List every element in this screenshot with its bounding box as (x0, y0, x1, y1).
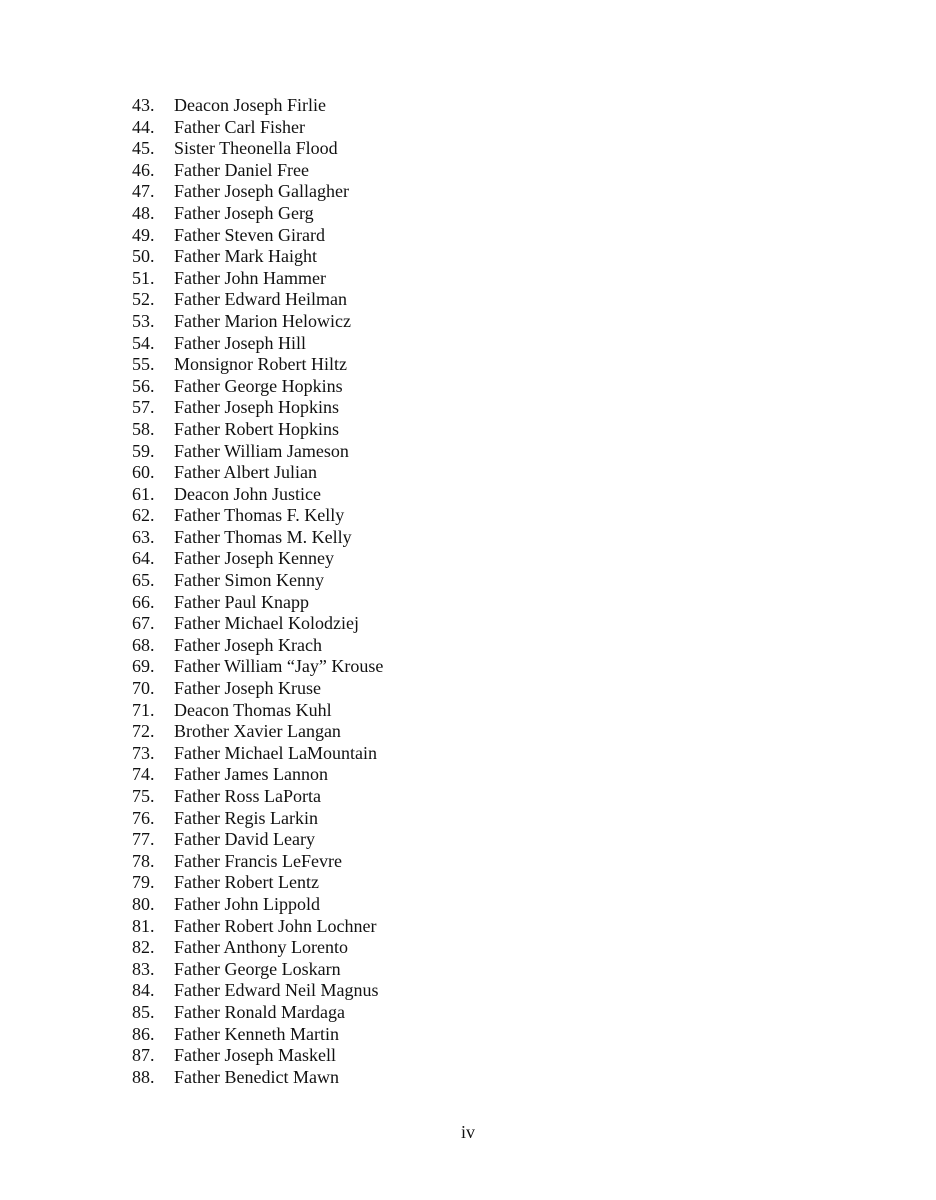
item-name: Father Mark Haight (174, 246, 317, 267)
item-number: 67. (132, 613, 155, 634)
item-name: Father George Loskarn (174, 958, 341, 979)
item-number: 83. (132, 958, 155, 979)
item-number: 65. (132, 570, 155, 591)
item-name: Father Joseph Kenney (174, 548, 334, 569)
item-name: Father George Hopkins (174, 375, 343, 396)
item-number: 75. (132, 786, 155, 806)
item-name: Father Joseph Hill (174, 332, 306, 353)
list-item (132, 678, 383, 700)
item-number: 49. (132, 224, 155, 245)
item-name: Deacon Joseph Firlie (174, 95, 326, 115)
list-item (132, 829, 383, 851)
list-item (132, 484, 383, 506)
item-name: Father Michael Kolodziej (174, 613, 359, 634)
item-name: Father Joseph Kruse (174, 678, 321, 699)
item-number: 50. (132, 246, 155, 267)
item-name: Brother Xavier Langan (174, 721, 341, 742)
item-number: 62. (132, 505, 155, 526)
item-name: Father John Lippold (174, 893, 320, 914)
item-number: 88. (132, 1066, 155, 1087)
item-number: 52. (132, 289, 155, 310)
list-item (132, 635, 383, 657)
item-number: 55. (132, 354, 155, 375)
item-number: 51. (132, 267, 155, 288)
list-item (132, 419, 383, 441)
item-number: 59. (132, 440, 155, 461)
list-item (132, 311, 383, 333)
list-item (132, 246, 383, 268)
list-item (132, 354, 383, 376)
item-name: Sister Theonella Flood (174, 138, 338, 159)
item-name: Father William “Jay” Krouse (174, 656, 384, 677)
item-name: Father Joseph Hopkins (174, 397, 339, 418)
item-number: 72. (132, 721, 155, 742)
item-number: 61. (132, 483, 155, 504)
list-item (132, 980, 383, 1002)
item-number: 81. (132, 915, 155, 936)
item-number: 54. (132, 332, 155, 353)
item-name: Father Ronald Mardaga (174, 1001, 345, 1022)
item-name: Father Francis LeFevre (174, 850, 342, 871)
list-item (132, 1002, 383, 1024)
list-item (132, 1045, 383, 1067)
item-name: Father Edward Neil Magnus (174, 980, 379, 1001)
item-number: 60. (132, 462, 155, 483)
item-name: Father Regis Larkin (174, 807, 318, 828)
list-item (132, 959, 383, 981)
name-list (132, 95, 383, 1088)
item-name: Father Carl Fisher (174, 116, 305, 137)
list-item (132, 721, 383, 743)
list-item (132, 613, 383, 635)
item-number: 53. (132, 310, 155, 331)
list-item (132, 462, 383, 484)
item-number: 47. (132, 181, 155, 202)
item-number: 70. (132, 678, 155, 699)
list-item (132, 160, 383, 182)
list-item (132, 548, 383, 570)
item-number: 43. (132, 95, 155, 115)
item-name: Deacon Thomas Kuhl (174, 699, 332, 720)
item-number: 45. (132, 138, 155, 159)
item-name: Father Joseph Krach (174, 634, 322, 655)
list-item (132, 656, 383, 678)
list-item (132, 1024, 383, 1046)
item-number: 86. (132, 1023, 155, 1044)
item-number: 68. (132, 634, 155, 655)
list-item (132, 397, 383, 419)
list-item (132, 289, 383, 311)
list-item (132, 1067, 383, 1089)
item-number: 71. (132, 699, 155, 720)
item-number: 46. (132, 159, 155, 180)
item-number: 82. (132, 937, 155, 958)
item-name: Father David Leary (174, 829, 315, 850)
item-name: Father Steven Girard (174, 224, 325, 245)
list-item (132, 872, 383, 894)
item-name: Father Thomas M. Kelly (174, 526, 352, 547)
list-item (132, 786, 383, 808)
item-number: 74. (132, 764, 155, 785)
item-number: 78. (132, 850, 155, 871)
item-number: 77. (132, 829, 155, 850)
item-name: Father Ross LaPorta (174, 786, 321, 806)
item-name: Father Marion Helowicz (174, 310, 351, 331)
list-item (132, 333, 383, 355)
item-number: 44. (132, 116, 155, 137)
item-name: Father Edward Heilman (174, 289, 347, 310)
page-number: iv (460, 1122, 475, 1142)
item-number: 58. (132, 418, 155, 439)
item-name: Father Joseph Gallagher (174, 181, 349, 202)
list-item (132, 764, 383, 786)
list-item (132, 808, 383, 830)
item-name: Father James Lannon (174, 764, 328, 785)
list-item (132, 570, 383, 592)
item-number: 69. (132, 656, 155, 677)
list-item (132, 138, 383, 160)
list-item (132, 592, 383, 614)
list-item (132, 95, 383, 117)
item-number: 56. (132, 375, 155, 396)
item-name: Father John Hammer (174, 267, 326, 288)
item-name: Father Robert Lentz (174, 872, 319, 893)
list-item (132, 268, 383, 290)
list-item (132, 117, 383, 139)
item-number: 64. (132, 548, 155, 569)
item-name: Father Albert Julian (174, 462, 317, 483)
item-name: Father Robert Hopkins (174, 418, 339, 439)
item-name: Monsignor Robert Hiltz (174, 354, 347, 375)
list-item (132, 441, 383, 463)
item-number: 76. (132, 807, 155, 828)
list-item (132, 937, 383, 959)
item-number: 80. (132, 893, 155, 914)
list-item (132, 743, 383, 765)
item-name: Father Joseph Gerg (174, 202, 314, 223)
item-number: 48. (132, 202, 155, 223)
item-number: 57. (132, 397, 155, 418)
item-name: Father Joseph Maskell (174, 1045, 336, 1066)
item-name: Father William Jameson (174, 440, 349, 461)
list-item (132, 894, 383, 916)
list-item (132, 851, 383, 873)
item-name: Father Michael LaMountain (174, 742, 377, 763)
list-item (132, 225, 383, 247)
item-name: Father Daniel Free (174, 159, 309, 180)
item-name: Deacon John Justice (174, 483, 321, 504)
list-item (132, 916, 383, 938)
item-number: 87. (132, 1045, 155, 1066)
item-name: Father Thomas F. Kelly (174, 505, 345, 526)
item-name: Father Anthony Lorento (174, 937, 348, 958)
item-name: Father Robert John Lochner (174, 915, 377, 936)
list-item (132, 203, 383, 225)
item-name: Father Benedict Mawn (174, 1066, 339, 1087)
list-item (132, 505, 383, 527)
item-number: 73. (132, 742, 155, 763)
list-item (132, 181, 383, 203)
list-item (132, 376, 383, 398)
item-number: 84. (132, 980, 155, 1001)
item-name: Father Simon Kenny (174, 570, 324, 591)
item-number: 79. (132, 872, 155, 893)
list-item (132, 527, 383, 549)
list-item (132, 700, 383, 722)
item-number: 63. (132, 526, 155, 547)
item-name: Father Paul Knapp (174, 591, 309, 612)
item-number: 85. (132, 1001, 155, 1022)
item-number: 66. (132, 591, 155, 612)
item-name: Father Kenneth Martin (174, 1023, 339, 1044)
